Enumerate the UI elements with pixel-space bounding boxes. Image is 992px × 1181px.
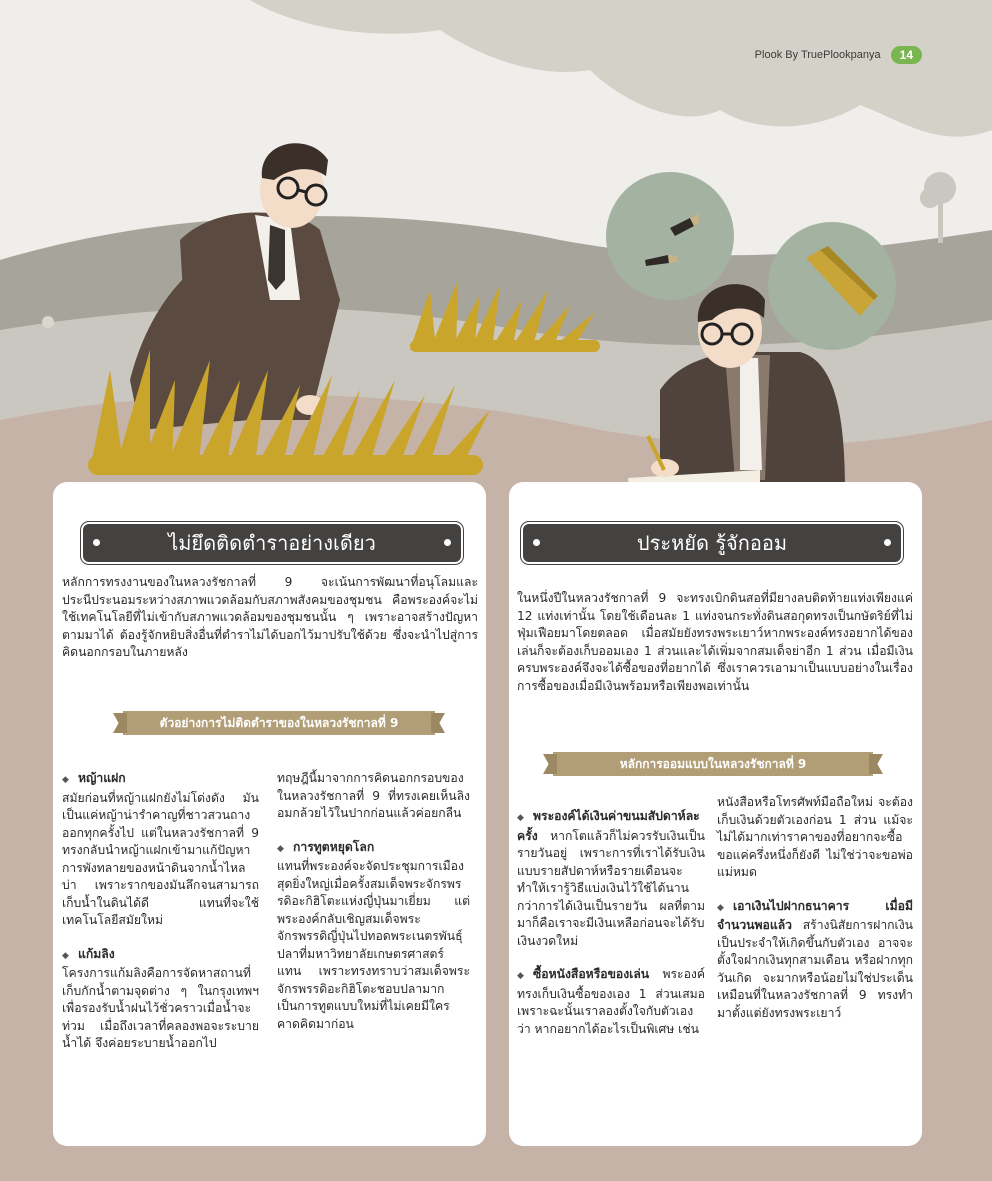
item-text: หากโตแล้วก็ไม่ควรรับเงินเป็นรายวันอยู่ เพราะการที่เราได้รับเงินแบบรายสัปดาห์หรือรายเดือนจะทำให้เรารู้วิธีแบ่งเงินไว้ใช้ได้นานกว่าการได้เงินเป็นรายวัน ผลที่ตามมาก็คือเราจะมีเงินเหลือก่อนจะได้รับเงินงวดใหม่ bbox=[517, 828, 705, 948]
list-item-continued: ทฤษฎีนี้มาจากการคิดนอกกรอบของในหลวงรัชกาลที่ 9 ที่ทรงเคยเห็นลิงอมกล้วยไว้ในปากก่อนแล้วค่อยกลืน bbox=[277, 771, 470, 820]
ribbon-label: ตัวอย่างการไม่ติดตำราของในหลวงรัชกาลที่ 9 bbox=[159, 715, 399, 730]
list-item: ◆ ซื้อหนังสือหรือของเล่น พระองค์ทรงเก็บเงินซื้อของเอง 1 ส่วนเสมอ เพราะฉะนั้นเราลองตั้งใจกับตัวเองว่า หากอยากได้อะไรเป็นพิเศษ เช่น bbox=[517, 967, 705, 1036]
page-header bbox=[755, 46, 922, 64]
right-column-2 bbox=[717, 794, 913, 1038]
item-title: เอาเงินไปฝากธนาคาร เมื่อมีจำนวนพอแล้ว bbox=[717, 898, 913, 932]
item-title: แก้มลิง bbox=[78, 946, 115, 961]
list-item: ◆ แก้มลิง โครงการแก้มลิงคือการจัดหาสถานที่เก็บกักน้ำตามจุดต่าง ๆ ในกรุงเทพฯ เพื่อรองรับน้ำฝนไว้ชั่วคราวเมื่อน้ำจะท่วม เมื่อถึงเวลาที่คลองพอจะระบายน้ำได้ จึงค่อยระบายน้ำออกไป bbox=[62, 946, 259, 1050]
section-title-plate bbox=[523, 524, 901, 562]
item-title: การทูตหยุดโลก bbox=[293, 839, 375, 854]
pencil-bubble bbox=[606, 172, 734, 300]
section-title: ไม่ยึดติดตำราอย่างเดียว bbox=[168, 531, 376, 555]
list-item: ◆ หญ้าแฝก สมัยก่อนที่หญ้าแฝกยังไม่โด่งดัง มันเป็นแค่หญ้าน่ารำคาญที่ชาวสวนถางออกทุกครั้งไป แต่ในหลวงรัชกาลที่ 9 ทรงกลับนำหญ้าแฝกเข้ามาแก้ปัญหาการพังทลายของหน้าดินจากน้ำไหลบ่า เพราะรากของมันลึกจนสามารถเก็บน้ำในดินได้ดี แทนที่จะใช้เทคโนโลยีสมัยใหม่ bbox=[62, 771, 259, 927]
toothpaste-bubble bbox=[768, 222, 896, 350]
item-text: โครงการแก้มลิงคือการจัดหาสถานที่เก็บกักน้ำตามจุดต่าง ๆ ในกรุงเทพฯ เพื่อรองรับน้ำฝนไว้ชั่วคราวเมื่อน้ำจะท่วม เมื่อถึงเวลาที่คลองพอจะระบายน้ำได้ จึงค่อยระบายน้ำออกไป bbox=[62, 966, 259, 1050]
ribbon-label: หลักการออมแบบในหลวงรัชกาลที่ 9 bbox=[619, 756, 807, 771]
list-item: ◆ พระองค์ได้เงินค่าขนมสัปดาห์ละครั้ง หากโตแล้วก็ไม่ควรรับเงินเป็นรายวันอยู่ เพราะการที่เราได้รับเงินแบบรายสัปดาห์หรือรายเดือนจะทำให้เรารู้วิธีแบ่งเงินไว้ใช้ได้นานกว่าการได้เงินเป็นรายวัน ผลที่ตามมาก็คือเราจะมีเงินเหลือก่อนจะได้รับเงินงวดใหม่ bbox=[517, 809, 705, 948]
left-column-2 bbox=[277, 770, 470, 1049]
page-number-badge: 14 bbox=[891, 46, 922, 64]
saving-principles-ribbon bbox=[553, 752, 873, 776]
section-intro: หลักการทรงงานของในหลวงรัชกาลที่ 9 จะเน้นการพัฒนาที่อนุโลมและประนีประนอมระหว่างสภาพแวดล้อมกับสภาพสังคมของชุมชน คือพระองค์จะไม่ใช้เทคโนโลยีที่ไม่เข้ากับสภาพแวดล้อมของชุมชนนั้น ๆ เพราะอาจสร้างปัญหาตามมาได้ ต้องรู้จักหยิบสิ่งอื่นที่ตำราไม่ได้บอกไว้มาปรับใช้ด้วย ซึ่งจะนำไปสู่การคิดนอกกรอบในภายหลัง bbox=[62, 575, 478, 659]
item-title: พระองค์ได้เงินค่าขนมสัปดาห์ละครั้ง bbox=[517, 809, 700, 843]
item-text: พระองค์ทรงเก็บเงินซื้อของเอง 1 ส่วนเสมอ เพราะฉะนั้นเราลองตั้งใจกับตัวเองว่า หากอยากได้อะไรเป็นพิเศษ เช่น bbox=[517, 967, 705, 1036]
section-intro: ในหนึ่งปีในหลวงรัชกาลที่ 9 จะทรงเบิกดินสอที่มียางลบติดท้ายแท่งเพียงแค่ 12 แท่งเท่านั้น โดยใช้เดือนละ 1 แท่งจนกระทั่งดินสอกุดทรงเป็นกษัตริย์ที่ไม่ฟุ่มเฟือยมาโดยตลอด เมื่อสมัยยังทรงพระเยาว์หากพระองค์ทรงอยากได้ของเล่นก็จะต้องเก็บออมเอง 1 ส่วนและได้เพิ่มจากสมเด็จย่าอีก 1 ส่วน เมื่อมีเงินครบพระองค์จึงจะได้ซื้อของที่อยากได้ ซึ่งเราควรเอามาเป็นแบบอย่างในเรื่องการซื้อของเมื่อมีเงินพร้อมหรือเพียงพอเท่านั้น bbox=[517, 591, 913, 693]
list-item: ◆ การทูตหยุดโลก แทนที่พระองค์จะจัดประชุมการเมืองสุดยิ่งใหญ่เมื่อครั้งสมเด็จพระจักรพรรดิอะกิฮิโตะแห่งญี่ปุ่นมาเยี่ยม แต่พระองค์กลับเชิญสมเด็จพระจักรพรรดิญี่ปุ่นไปทอดพระเนตรพันธุ์ปลาที่มหาวิทยาลัยเกษตรศาสตร์ แทน เพราะทรงทราบว่าสมเด็จพระจักรพรรดิอะกิฮิโตะชอบปลามาก เป็นการทูตแบบใหม่ที่ไม่เคยมีใครคาดคิดมาก่อน bbox=[277, 839, 470, 1031]
list-item: ◆ เอาเงินไปฝากธนาคาร เมื่อมีจำนวนพอแล้ว สร้างนิสัยการฝากเงินเป็นประจำให้เกิดขึ้นกับตัวเอง อาจจะตั้งใจฝากเงินทุกสามเดือน หรือฝากทุกวันเกิด จะมากหรือน้อยไม่ใช่ประเด็น เหมือนที่ในหลวงรัชกาลที่ 9 ทรงทำมาตั้งแต่ยังทรงพระเยาว์ bbox=[717, 898, 913, 1020]
card-no-textbook bbox=[53, 482, 486, 1146]
item-title: หญ้าแฝก bbox=[78, 771, 126, 785]
examples-ribbon bbox=[123, 711, 435, 735]
section-title-plate bbox=[83, 524, 461, 562]
left-column-1 bbox=[62, 770, 259, 1069]
item-text: สมัยก่อนที่หญ้าแฝกยังไม่โด่งดัง มันเป็นแค่หญ้าน่ารำคาญที่ชาวสวนถางออกทุกครั้งไป แต่ในหลวงรัชกาลที่ 9 ทรงกลับนำหญ้าแฝกเข้ามาแก้ปัญหาการพังทลายของหน้าดินจากน้ำไหลบ่า เพราะรากของมันลึกจนสามารถเก็บน้ำในดินได้ดี แทนที่จะใช้เทคโนโลยีสมัยใหม่ bbox=[62, 790, 259, 927]
right-column-1 bbox=[517, 808, 705, 1054]
item-text: สร้างนิสัยการฝากเงินเป็นประจำให้เกิดขึ้นกับตัวเอง อาจจะตั้งใจฝากเงินทุกสามเดือน หรือฝากทุกวันเกิด จะมากหรือน้อยไม่ใช่ประเด็น เหมือนที่ในหลวงรัชกาลที่ 9 ทรงทำมาตั้งแต่ยังทรงพระเยาว์ bbox=[717, 918, 913, 1020]
section-title: ประหยัด รู้จักออม bbox=[636, 531, 788, 555]
item-text: แทนที่พระองค์จะจัดประชุมการเมืองสุดยิ่งใหญ่เมื่อครั้งสมเด็จพระจักรพรรดิอะกิฮิโตะแห่งญี่ปุ่นมาเยี่ยม แต่พระองค์กลับเชิญสมเด็จพระจักรพรรดิญี่ปุ่นไปทอดพระเนตรพันธุ์ปลาที่มหาวิทยาลัยเกษตรศาสตร์ แทน เพราะทรงทราบว่าสมเด็จพระจักรพรรดิอะกิฮิโตะชอบปลามาก เป็นการทูตแบบใหม่ที่ไม่เคยมีใครคาดคิดมาก่อน bbox=[277, 859, 470, 1031]
brand-label: Plook By TruePlookpanya bbox=[754, 49, 881, 61]
list-item-continued: หนังสือหรือโทรศัพท์มือถือใหม่ จะต้องเก็บเงินด้วยตัวเองก่อน 1 ส่วน แม้จะไม่ได้มากเท่าราคาของที่อยากจะซื้อ ขอแค่ครึ่งหนึ่งก็ยังดี ไม่ใช่ว่าจะขอพ่อแม่หมด bbox=[717, 795, 913, 879]
item-title: ซื้อหนังสือหรือของเล่น bbox=[533, 967, 650, 981]
card-saving bbox=[509, 482, 922, 1146]
